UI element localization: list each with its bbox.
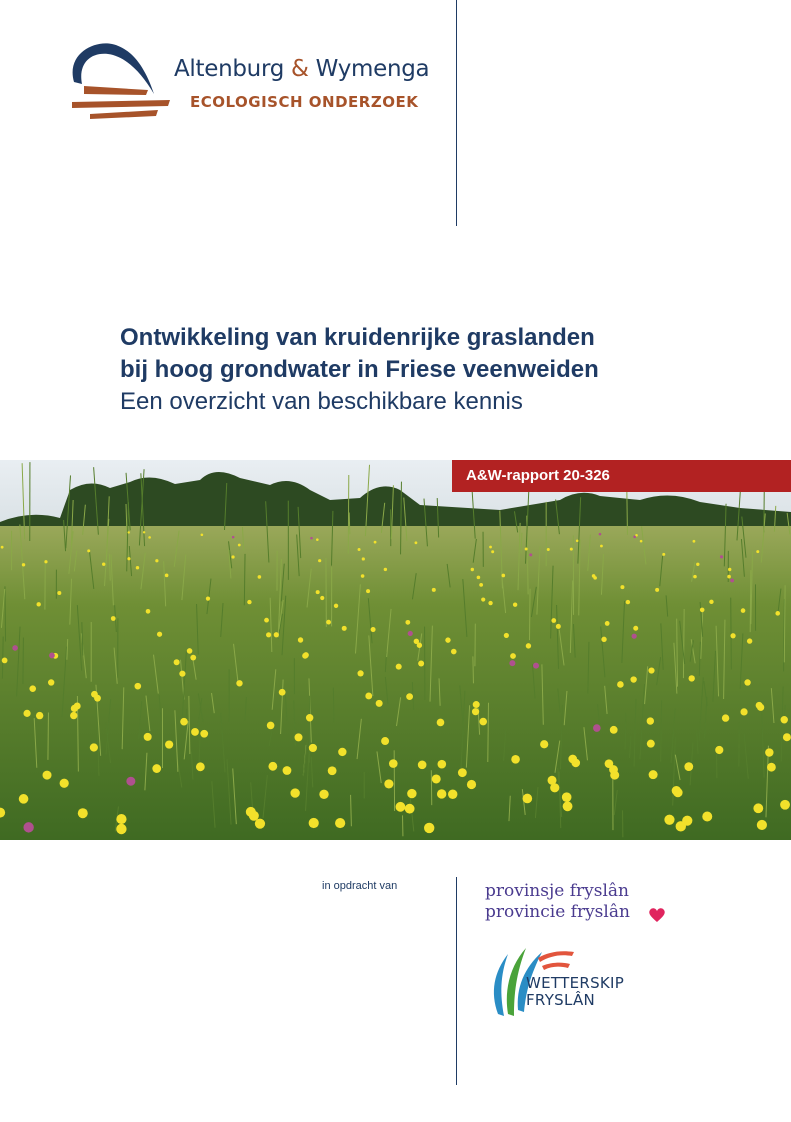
report-subtitle: Een overzicht van beschikbare kennis xyxy=(120,388,523,415)
province-logo xyxy=(485,881,630,923)
commissioned-by-label: in opdracht van xyxy=(322,880,398,892)
report-title-line1: Ontwikkeling van kruidenrijke graslanden xyxy=(120,324,595,351)
wetterskip-line1: WETTERSKIP xyxy=(526,974,625,992)
aw-name-part2: Wymenga xyxy=(315,56,430,82)
heart-icon xyxy=(648,907,666,923)
report-number-tag: A&W-rapport 20-326 xyxy=(452,460,791,492)
wetterskip-line2: FRYSLÂN xyxy=(526,991,596,1009)
divider-line-bottom xyxy=(456,877,457,1085)
aw-subtitle: ECOLOGISCH ONDERZOEK xyxy=(190,93,419,111)
report-title-block xyxy=(120,322,740,418)
aw-name xyxy=(174,56,429,82)
wetterskip-logo xyxy=(486,942,666,1022)
meadow-photo xyxy=(0,460,791,840)
wetterskip-name xyxy=(526,975,624,1009)
aw-name-part1: Altenburg xyxy=(174,56,284,82)
aw-ampersand: & xyxy=(291,56,309,82)
aw-logo xyxy=(70,40,430,125)
province-name-dutch: provincie fryslân xyxy=(485,902,630,922)
report-title-line2: bij hoog grondwater in Friese veenweiden xyxy=(120,356,599,383)
divider-line-top xyxy=(456,0,457,226)
aw-logo-icon xyxy=(70,40,180,125)
province-name-frisian: provinsje fryslân xyxy=(485,881,629,901)
